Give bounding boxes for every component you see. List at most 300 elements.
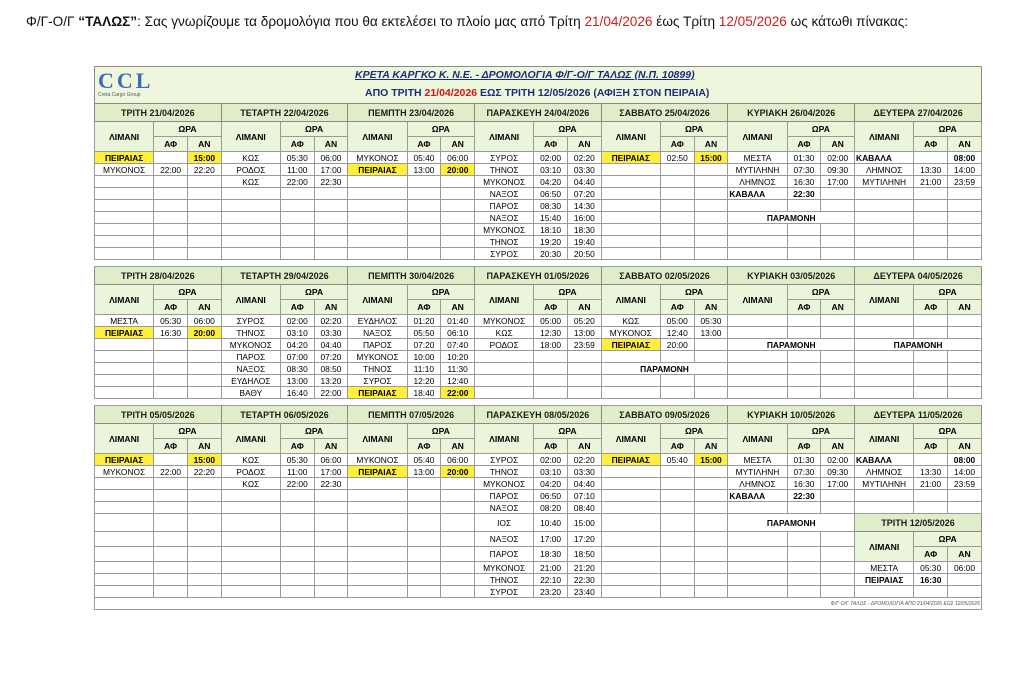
departure-time [567,375,601,387]
schedule-row [95,574,982,586]
departure-time: 15:00 [187,454,221,466]
arrival-time [534,351,568,363]
time-col-header: ΩΡΑ [914,122,982,137]
departure-time [948,363,982,375]
port-cell [728,248,787,260]
departure-col-header: ΑΝ [567,137,601,152]
port-col-header: ΛΙΜΑΝΙ [348,285,407,315]
schedule-row [95,363,982,375]
arrival-time: 11:00 [280,164,314,176]
arrival-time [914,188,948,200]
arrival-time: 21:00 [914,176,948,188]
arrival-time [660,176,694,188]
port-cell [348,574,407,586]
arrival-time: 06:50 [534,490,568,502]
port-cell: ΜΥΚΟΝΟΣ [348,454,407,466]
departure-time [948,188,982,200]
departure-time [187,363,221,375]
departure-time [314,502,348,514]
departure-time [821,363,855,375]
arrival-time [914,236,948,248]
port-cell: ΜΥΚΟΝΟΣ [348,152,407,164]
departure-time [441,532,475,547]
port-cell [601,200,660,212]
port-cell [95,387,154,399]
arrival-time [660,188,694,200]
port-cell: ΜΕΣΤΑ [855,562,914,574]
arrival-time [534,363,568,375]
arrival-time [407,236,441,248]
port-cell [348,478,407,490]
departure-time: 22:30 [314,478,348,490]
arrival-time [660,351,694,363]
arrival-time [787,327,821,339]
port-cell [728,562,787,574]
departure-time [948,327,982,339]
arrival-time [787,248,821,260]
departure-time [441,478,475,490]
departure-time [948,200,982,212]
day-header: ΤΡΙΤΗ 21/04/2026 [95,104,222,122]
arrival-time [407,478,441,490]
departure-time [314,236,348,248]
departure-time [694,562,728,574]
day-header: ΤΡΙΤΗ 05/05/2026 [95,406,222,424]
stay-note: ΠΑΡΑΜΟΝΗ [728,339,855,351]
day-header-row [95,267,982,285]
port-cell: ΤΗΝΟΣ [348,363,407,375]
departure-time: 14:00 [948,466,982,478]
arrival-time [660,514,694,532]
departure-time [314,490,348,502]
departure-col-header: ΑΝ [694,300,728,315]
departure-time: 06:00 [314,454,348,466]
port-col-header: ΛΙΜΑΝΙ [95,122,154,152]
port-cell: ΛΗΜΝΟΣ [855,164,914,176]
port-cell: ΜΥΤΙΛΗΝΗ [728,466,787,478]
departure-time: 02:20 [314,315,348,327]
arrival-time: 13:00 [407,164,441,176]
departure-time: 07:40 [441,339,475,351]
arrival-time [787,224,821,236]
arrival-time: 20:30 [534,248,568,260]
departure-time [694,236,728,248]
sheet-footer-note: Φ/Γ-Ο/Γ ΤΑΛΩΣ - ΔΡΟΜΟΛΟΓΙΑ ΑΠΟ 21/04/2026 ΕΩΣ 12/05/2026 [95,598,982,610]
arrival-time: 05:00 [534,315,568,327]
departure-time [694,212,728,224]
arrival-time [407,188,441,200]
port-col-header: ΛΙΜΑΝΙ [601,285,660,315]
schedule-row [95,315,982,327]
port-cell [728,236,787,248]
port-cell [855,502,914,514]
time-col-header: ΩΡΑ [660,285,727,300]
arrival-time: 05:40 [660,454,694,466]
departure-col-header: ΑΝ [821,137,855,152]
arrival-time: 22:00 [280,478,314,490]
arrival-time [154,351,188,363]
departure-time [948,236,982,248]
departure-time: 17:20 [567,532,601,547]
arrival-time [787,236,821,248]
port-cell: ΚΑΒΑΛΑ [855,152,914,164]
arrival-time [534,387,568,399]
time-col-header: ΩΡΑ [914,532,982,547]
port-cell: ΠΑΡΟΣ [475,490,534,502]
arrival-time [280,236,314,248]
arrival-time [154,478,188,490]
port-cell [601,188,660,200]
port-cell [855,363,914,375]
port-cell: ΣΥΡΟΣ [348,375,407,387]
schedule-row [95,236,982,248]
port-cell: ΠΕΙΡΑΙΑΣ [348,466,407,478]
port-cell: ΜΕΣΤΑ [728,454,787,466]
port-cell [95,478,154,490]
arrival-time [407,562,441,574]
schedule-sheet [94,66,982,610]
schedule-row [95,466,982,478]
arrival-time [914,363,948,375]
port-cell [221,200,280,212]
port-cell: ΠΑΡΟΣ [348,339,407,351]
arrival-time [407,224,441,236]
port-cell: ΛΗΜΝΟΣ [728,176,787,188]
week-gap [95,260,982,267]
port-cell: ΣΥΡΟΣ [221,315,280,327]
arrival-time [660,387,694,399]
port-cell: ΚΩΣ [601,315,660,327]
departure-time [441,586,475,598]
port-cell: ΜΥΤΙΛΗΝΗ [855,478,914,490]
departure-col-header: ΑΝ [948,137,982,152]
arrival-time [280,224,314,236]
departure-time [187,236,221,248]
arrival-time [407,514,441,532]
arrival-time [154,188,188,200]
port-cell [95,248,154,260]
arrival-time [660,248,694,260]
arrival-time: 02:50 [660,152,694,164]
departure-time: 11:30 [441,363,475,375]
arrival-time [280,532,314,547]
departure-time [567,363,601,375]
port-cell [221,212,280,224]
departure-col-header: ΑΝ [441,300,475,315]
arrival-time [787,375,821,387]
port-cell [601,502,660,514]
departure-time: 05:20 [567,315,601,327]
departure-col-header: ΑΝ [314,137,348,152]
departure-time: 02:00 [821,152,855,164]
arrival-col-header: ΑΦ [280,439,314,454]
arrival-time [154,574,188,586]
port-cell [221,547,280,562]
arrival-time [154,224,188,236]
port-cell [95,586,154,598]
arrival-col-header: ΑΦ [407,300,441,315]
departure-time [821,562,855,574]
port-cell: ΝΑΞΟΣ [475,502,534,514]
departure-time [948,574,982,586]
schedule-row [95,562,982,574]
port-cell [475,363,534,375]
arrival-time [660,547,694,562]
departure-col-header: ΑΝ [567,300,601,315]
port-cell [855,490,914,502]
arrival-time: 22:00 [154,466,188,478]
departure-time [948,351,982,363]
arrival-time [914,490,948,502]
port-cell [95,490,154,502]
schedule-row [95,490,982,502]
arrival-time [914,454,948,466]
arrival-time: 03:10 [534,466,568,478]
day-header: ΠΕΜΠΤΗ 07/05/2026 [348,406,475,424]
day-header: ΠΑΡΑΣΚΕΥΗ 08/05/2026 [475,406,602,424]
intro-text-c: ως κάτωθι πίνακας: [786,14,909,29]
port-cell: ΠΕΙΡΑΙΑΣ [348,164,407,176]
port-cell [601,586,660,598]
port-cell [728,363,787,375]
departure-time [187,248,221,260]
port-col-header: ΛΙΜΑΝΙ [475,122,534,152]
intro-date-to: 12/05/2026 [718,14,787,29]
departure-time [821,502,855,514]
time-col-header: ΩΡΑ [154,285,221,300]
day-header: ΔΕΥΤΕΡΑ 27/04/2026 [855,104,982,122]
day-header: ΤΡΙΤΗ 28/04/2026 [95,267,222,285]
departure-time: 20:00 [187,327,221,339]
arrival-time [914,387,948,399]
arrival-time [407,574,441,586]
port-cell: ΜΥΚΟΝΟΣ [475,315,534,327]
arrival-time: 12:20 [407,375,441,387]
port-cell [221,224,280,236]
arrival-time: 02:00 [280,315,314,327]
departure-time [694,339,728,351]
arrival-time [787,363,821,375]
arrival-time: 01:30 [787,152,821,164]
departure-time [821,248,855,260]
port-cell [475,375,534,387]
port-cell: ΠΕΙΡΑΙΑΣ [95,152,154,164]
sheet-title: ΚΡΕΤΑ ΚΑΡΓΚΟ Κ. Ν.Ε. - ΔΡΟΜΟΛΟΓΙΑ Φ/Γ-Ο/Γ ΤΑΛΩΣ (Ν.Π. 10899) [355,69,695,81]
departure-col-header: ΑΝ [948,547,982,562]
port-cell: ΜΥΚΟΝΟΣ [475,176,534,188]
departure-time [821,387,855,399]
time-col-header: ΩΡΑ [787,424,854,439]
arrival-time [914,502,948,514]
port-cell: ΤΗΝΟΣ [475,236,534,248]
arrival-time [407,212,441,224]
departure-time: 23:59 [948,478,982,490]
port-cell [95,339,154,351]
port-cell: ΚΩΣ [221,478,280,490]
port-cell [221,188,280,200]
departure-col-header: ΑΝ [187,300,221,315]
arrival-time: 04:20 [534,478,568,490]
arrival-time [787,586,821,598]
port-cell [348,490,407,502]
port-col-header: ΛΙΜΑΝΙ [855,285,914,315]
departure-time [948,224,982,236]
arrival-time [154,547,188,562]
departure-time: 15:00 [694,152,728,164]
intro-line [26,14,908,29]
arrival-time [914,327,948,339]
port-cell [601,375,660,387]
day-header: ΔΕΥΤΕΡΑ 04/05/2026 [855,267,982,285]
departure-time [187,212,221,224]
departure-time [948,248,982,260]
schedule-row [95,339,982,351]
arrival-time [407,248,441,260]
arrival-time: 11:00 [280,466,314,478]
arrival-col-header: ΑΦ [280,300,314,315]
port-col-header: ΛΙΜΑΝΙ [475,424,534,454]
sheet-subtitle [365,87,709,99]
arrival-time: 04:20 [534,176,568,188]
arrival-time: 02:00 [534,152,568,164]
time-col-header: ΩΡΑ [280,122,347,137]
port-cell [728,586,787,598]
arrival-time: 08:30 [280,363,314,375]
arrival-time [660,562,694,574]
port-cell: ΜΥΚΟΝΟΣ [221,339,280,351]
arrival-time [660,586,694,598]
port-cell [601,212,660,224]
arrival-time [660,466,694,478]
departure-time: 07:10 [567,490,601,502]
port-cell: ΜΕΣΤΑ [95,315,154,327]
departure-time: 10:20 [441,351,475,363]
departure-col-header: ΑΝ [694,137,728,152]
arrival-time: 01:20 [407,315,441,327]
day-header: ΣΑΒΒΑΤΟ 25/04/2026 [601,104,728,122]
arrival-time [154,502,188,514]
intro-date-from: 21/04/2026 [584,14,653,29]
port-cell [855,327,914,339]
departure-time [694,224,728,236]
time-col-header: ΩΡΑ [154,424,221,439]
departure-time: 07:20 [314,351,348,363]
departure-time [694,351,728,363]
departure-time [567,387,601,399]
subtitle-b: ΕΩΣ ΤΡΙΤΗ 12/05/2026 (ΑΦΙΞΗ ΣΤΟΝ ΠΕΙΡΑΙΑ) [477,87,710,99]
departure-time [187,490,221,502]
departure-time: 01:40 [441,315,475,327]
departure-time [314,200,348,212]
arrival-time [154,339,188,351]
arrival-time: 22:30 [787,188,821,200]
schedule-row [95,188,982,200]
sheet-header [94,66,982,103]
time-col-header: ΩΡΑ [660,424,727,439]
departure-time [821,315,855,327]
arrival-time [914,375,948,387]
port-col-header: ΛΙΜΑΝΙ [855,122,914,152]
port-col-header: ΛΙΜΑΝΙ [728,424,787,454]
port-cell: ΜΥΤΙΛΗΝΗ [855,176,914,188]
departure-time [567,351,601,363]
departure-time: 08:00 [948,152,982,164]
port-cell: ΚΩΣ [221,152,280,164]
arrival-time: 20:00 [660,339,694,351]
arrival-time: 11:10 [407,363,441,375]
schedule-row [95,164,982,176]
departure-time: 19:40 [567,236,601,248]
arrival-time [407,176,441,188]
arrival-time [280,212,314,224]
port-cell [348,562,407,574]
arrival-col-header: ΑΦ [407,439,441,454]
departure-time [948,375,982,387]
arrival-time: 05:40 [407,152,441,164]
port-cell: ΠΑΡΟΣ [475,547,534,562]
port-cell: ΛΗΜΝΟΣ [855,466,914,478]
port-cell [95,363,154,375]
arrival-time: 22:00 [154,164,188,176]
port-cell: ΚΩΣ [221,176,280,188]
port-cell [728,224,787,236]
port-cell: ΠΕΙΡΑΙΑΣ [855,574,914,586]
port-cell: ΣΥΡΟΣ [475,454,534,466]
port-cell [221,586,280,598]
departure-time [821,547,855,562]
port-col-header: ΛΙΜΑΝΙ [601,424,660,454]
departure-time [187,200,221,212]
port-cell: ΣΥΡΟΣ [475,248,534,260]
port-cell: ΤΗΝΟΣ [221,327,280,339]
departure-time: 15:00 [187,152,221,164]
departure-time [187,387,221,399]
port-cell [855,586,914,598]
schedule-row [95,387,982,399]
arrival-time [914,586,948,598]
departure-time [948,502,982,514]
port-cell: ΚΩΣ [475,327,534,339]
port-cell [95,212,154,224]
arrival-col-header: ΑΦ [280,137,314,152]
departure-time [948,490,982,502]
departure-time: 15:00 [567,514,601,532]
port-cell [95,224,154,236]
port-cell: ΤΗΝΟΣ [475,164,534,176]
departure-col-header: ΑΝ [187,439,221,454]
schedule-row [95,351,982,363]
arrival-col-header: ΑΦ [154,300,188,315]
port-cell [601,387,660,399]
departure-col-header: ΑΝ [187,137,221,152]
departure-time: 06:00 [187,315,221,327]
departure-time: 07:20 [567,188,601,200]
arrival-col-header: ΑΦ [154,439,188,454]
departure-time [314,532,348,547]
arrival-time [280,188,314,200]
time-col-header: ΩΡΑ [407,424,474,439]
day-header: ΣΑΒΒΑΤΟ 09/05/2026 [601,406,728,424]
arrival-time [787,351,821,363]
departure-time [694,547,728,562]
arrival-time [154,212,188,224]
port-cell: ΝΑΞΟΣ [475,532,534,547]
port-cell [728,574,787,586]
day-header: ΠΕΜΠΤΗ 30/04/2026 [348,267,475,285]
arrival-time: 21:00 [914,478,948,490]
departure-col-header: ΑΝ [441,137,475,152]
port-cell [95,547,154,562]
